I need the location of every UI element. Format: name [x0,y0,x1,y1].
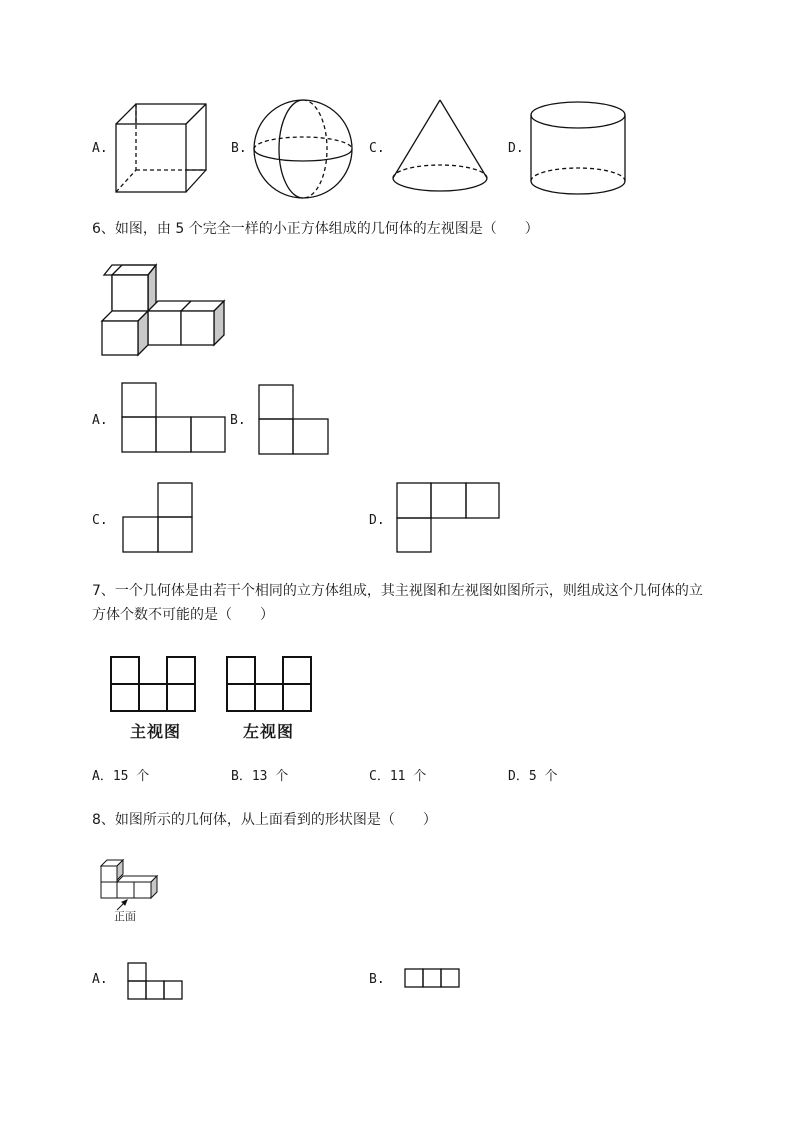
q7-front-view-figure [109,655,199,713]
q6-option-b-figure[interactable] [258,384,330,456]
q7-option-d[interactable]: D．5 个 [508,769,558,784]
q6-option-d-figure[interactable] [396,482,502,554]
q6-option-c-label[interactable]: C. [92,513,108,528]
q5-option-b-label[interactable]: B. [231,141,247,156]
q5-option-d-label[interactable]: D. [508,141,524,156]
q7-option-b[interactable]: B．13 个 [231,769,289,784]
q7-option-c[interactable]: C．11 个 [369,769,427,784]
q8-solid-figure [99,858,159,914]
q7-left-view-figure [225,655,315,713]
q8-option-b-figure[interactable] [404,968,462,990]
q6-option-a-label[interactable]: A. [92,413,108,428]
q6-option-c-figure[interactable] [122,482,194,554]
q6-option-a-figure[interactable] [121,382,227,454]
q6-question-text: 6、如图，由 5 个完全一样的小正方体组成的几何体的左视图是（ ） [92,221,539,237]
q5-option-a-label[interactable]: A. [92,141,108,156]
q8-option-a-label[interactable]: A. [92,972,108,987]
q7-question-line-1: 7、一个几何体是由若干个相同的立方体组成，其主视图和左视图如图所示，则组成这个几何体的立 [92,583,703,599]
q8-question-text: 8、如图所示的几何体，从上面看到的形状图是（ ） [92,812,437,828]
sphere-figure [252,98,354,200]
q7-option-a[interactable]: A．15 个 [92,769,150,784]
q7-left-view-label: 左视图 [243,722,295,741]
q6-solid-figure [100,265,226,357]
q8-option-b-label[interactable]: B. [369,972,385,987]
q6-option-b-label[interactable]: B. [230,413,246,428]
q7-front-view-label: 主视图 [130,722,182,741]
q8-front-label: 正面 [114,910,136,923]
cylinder-figure [528,100,628,198]
q6-option-d-label[interactable]: D. [369,513,385,528]
q7-question-line-2: 方体个数不可能的是（ ） [92,607,274,623]
cube-figure [112,102,208,194]
cone-figure [390,98,490,198]
q5-option-c-label[interactable]: C. [369,141,385,156]
q8-option-a-figure[interactable] [127,962,185,1002]
